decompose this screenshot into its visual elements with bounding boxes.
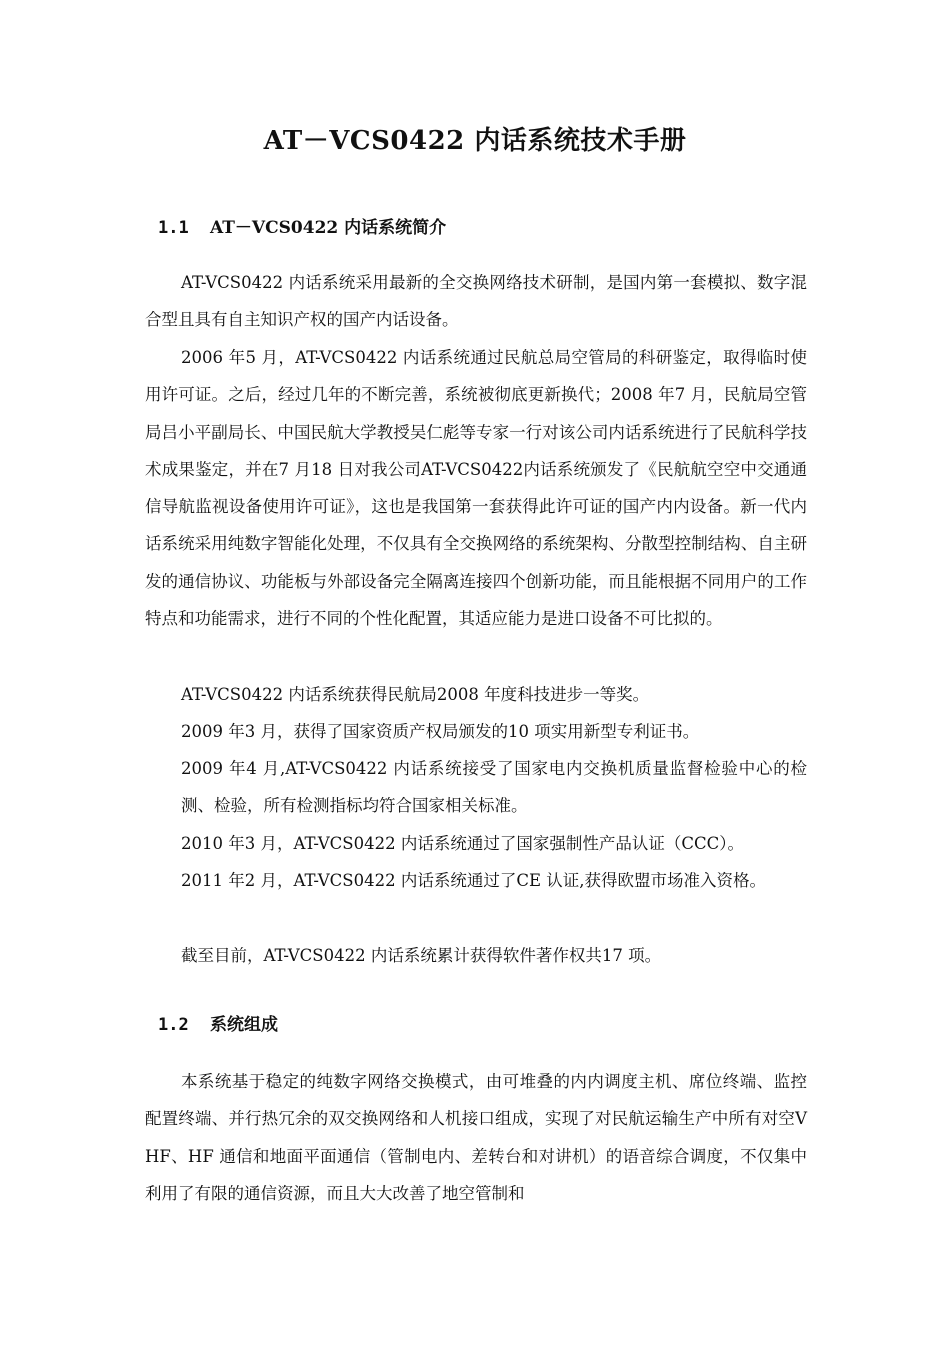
paragraph: 截至目前，AT-VCS0422 内话系统累计获得软件著作权共17 项。 (181, 946, 662, 965)
paragraph: AT-VCS0422 内话系统采用最新的全交换网络技术研制，是国内第一套模拟、数字混合型且具有自主知识产权的国产内话设备。 (145, 273, 807, 330)
paragraph: 2006 年5 月，AT-VCS0422 内话系统通过民航总局空管局的科研鉴定，取得临时使用许可证。之后，经过几年的不断完善，系统被彻底更新换代；2008 年7 月，民航局空管局吕小平副局长、中国民航大学教授吴仁彪等专家一行对该公司内话系统进行了民航科学技术成果鉴定，并在7 月18 日对我公司AT-VCS0422内话系统颁发了《民航航空空中交通通信导航监视设备使用许可证》，这也是我国第一套获得此许可证的国产内内设备。新一代内话系统采用纯数字智能化处理，不仅具有全交换网络的系统架构、分散型控制结构、自主研发的通信协议、功能板与外部设备完全隔离连接四个创新功能，而且能根据不同用户的工作特点和功能需求，进行不同的个性化配置，其适应能力是进口设备不可比拟的。 (145, 348, 807, 629)
paragraph: 2011 年2 月，AT-VCS0422 内话系统通过了CE 认证,获得欧盟市场准入资格。 (181, 871, 766, 890)
section-heading-1-1 (158, 214, 446, 242)
section-title: AT－VCS0422 内话系统简介 (210, 218, 447, 238)
paragraph: 本系统基于稳定的纯数字网络交换模式，由可堆叠的内内调度主机、席位终端、监控配置终端、并行热冗余的双交换网络和人机接口组成，实现了对民航运输生产中所有对空VHF、HF 通信和地面平面通信（管制电内、差转台和对讲机）的语音综合调度，不仅集中利用了有限的通信资源，而且大大改善了地空管制和 (145, 1072, 807, 1203)
section-title: 系统组成 (210, 1015, 278, 1035)
document-title: AT－VCS0422 内话系统技术手册 (263, 126, 687, 156)
section-number: 1.1 (158, 218, 189, 238)
paragraph: 2010 年3 月，AT-VCS0422 内话系统通过了国家强制性产品认证（CCC）。 (181, 834, 744, 853)
paragraph: 2009 年4 月,AT-VCS0422 内话系统接受了国家电内交换机质量监督检验中心的检测、检验，所有检测指标均符合国家相关标准。 (181, 759, 807, 816)
paragraph: AT-VCS0422 内话系统获得民航局2008 年度科技进步一等奖。 (181, 685, 650, 704)
paragraph: 2009 年3 月，获得了国家资质产权局颁发的10 项实用新型专利证书。 (181, 722, 700, 741)
section-heading-1-2 (158, 1011, 278, 1039)
section-number: 1.2 (158, 1015, 189, 1035)
